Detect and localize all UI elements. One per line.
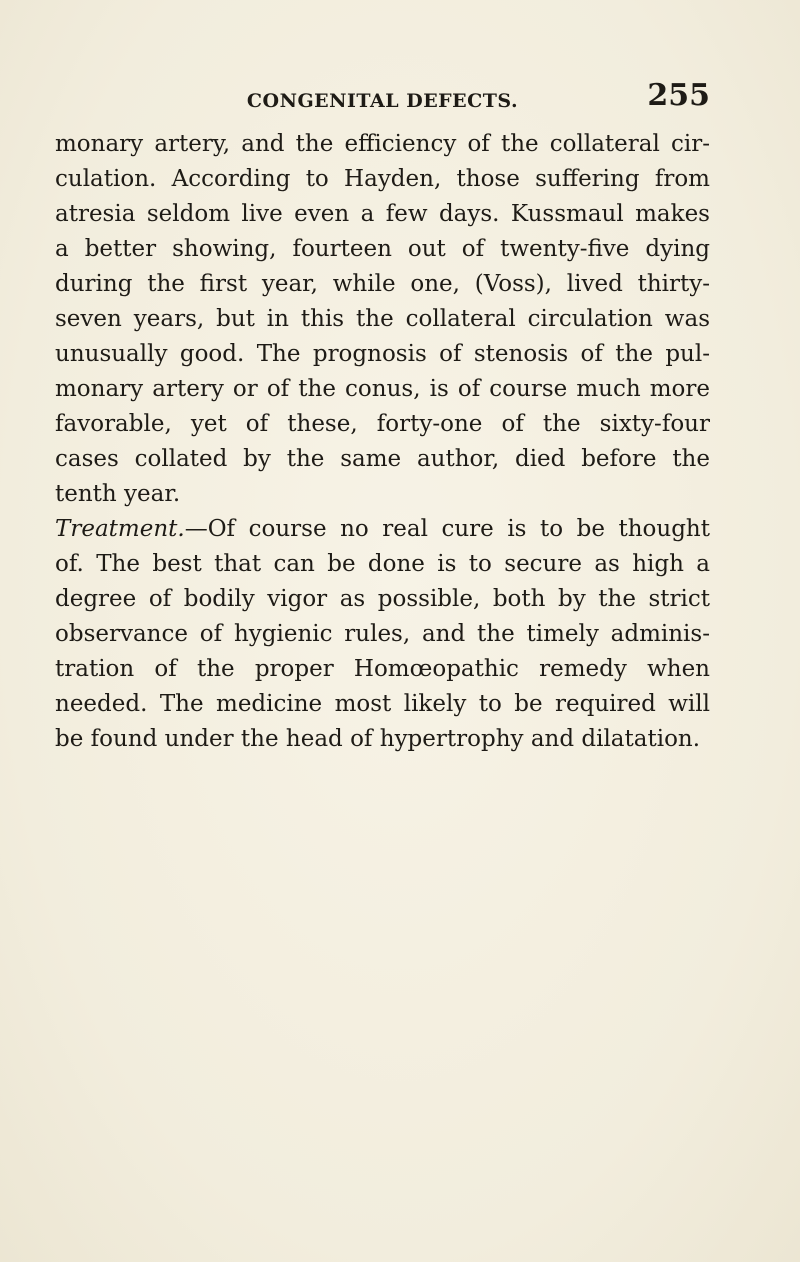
text-line: monary artery, and the efficiency of the collateral cir- <box>55 131 710 157</box>
paragraph-prognosis <box>55 127 710 512</box>
text-line: favorable, yet of these, forty-one of the sixty-four <box>55 411 710 437</box>
text-line: a better showing, fourteen out of twenty-five dying <box>55 236 710 262</box>
text-line <box>55 512 710 547</box>
running-title: CONGENITAL DEFECTS. <box>246 90 519 112</box>
text-line: unusually good. The prognosis of stenosis of the pul- <box>55 341 710 367</box>
text-line: degree of bodily vigor as possible, both by the strict <box>55 586 710 612</box>
paragraph-treatment <box>55 512 710 757</box>
text-line: be found under the head of hypertrophy and dilatation. <box>55 726 701 752</box>
text-line: tenth year. <box>55 481 181 507</box>
text-line: culation. According to Hayden, those suffering from <box>55 166 710 192</box>
text-fragment: —Of course no real cure is to be thought <box>184 516 710 542</box>
text-line: cases collated by the same author, died before the <box>55 446 710 472</box>
text-line: during the first year, while one, (Voss), lived thirty- <box>55 271 710 297</box>
page-number: 255 <box>647 78 710 113</box>
text-line: needed. The medicine most likely to be required will <box>55 691 710 717</box>
text-line: of. The best that can be done is to secure as high a <box>55 551 710 577</box>
text-line: observance of hygienic rules, and the timely adminis- <box>55 621 710 647</box>
section-heading-treatment: Treatment. <box>55 516 185 542</box>
running-head <box>55 76 710 116</box>
body-text <box>55 127 710 757</box>
text-line: seven years, but in this the collateral circulation was <box>55 306 710 332</box>
text-line: monary artery or of the conus, is of course much more <box>55 376 710 402</box>
text-line: atresia seldom live even a few days. Kussmaul makes <box>55 201 710 227</box>
text-line: tration of the proper Homœopathic remedy when <box>55 656 710 682</box>
